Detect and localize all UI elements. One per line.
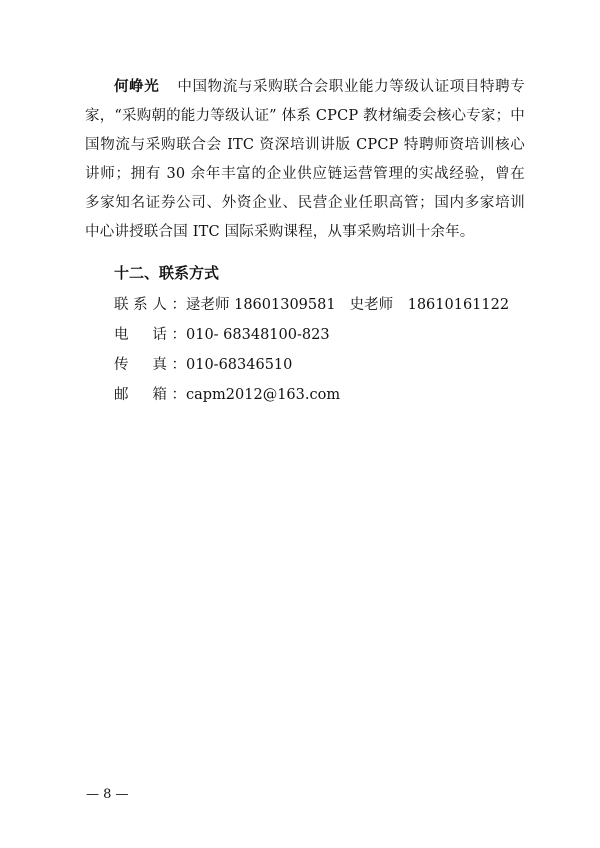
contact-row-person <box>114 294 509 324</box>
contact-row-fax <box>114 354 509 384</box>
contact-row-email <box>114 384 509 414</box>
email-value: capm2012@163.com <box>186 387 341 403</box>
section-heading-contact: 十二、联系方式 <box>114 264 220 282</box>
page-number: — 8 — <box>86 787 129 802</box>
email-label: 邮 箱： <box>114 387 186 403</box>
fax-label: 传 真： <box>114 357 186 373</box>
contact-row-phone <box>114 324 509 354</box>
expert-name: 何峥光 <box>114 79 160 95</box>
contact-label: 联系人： <box>114 297 186 313</box>
fax-value: 010-68346510 <box>186 357 293 373</box>
phone-value: 010- 68348100-823 <box>186 327 330 343</box>
contact-list <box>114 294 509 414</box>
contact-person-1: 逯老师 18601309581 <box>186 297 336 313</box>
expert-bio-paragraph <box>85 73 525 247</box>
phone-label: 电 话： <box>114 327 186 343</box>
expert-bio-text: 中国物流与采购联合会职业能力等级认证项目特聘专家，“采购朝的能力等级认证” 体系 CPCP 教材编委会核心专家；中国物流与采购联合会 ITC 资深培训讲版 CPCP 特聘师资培训核心讲师；拥有 30 余年丰富的企业供应链运营管理的实战经验，曾在多家知名证券公司、外资企业、民营企业任职高管；国内多家培训中心讲授联合国 ITC 国际采购课程，从事采购培训十余年。 <box>85 79 525 240</box>
contact-person-2: 史老师 18610161122 <box>349 297 510 313</box>
